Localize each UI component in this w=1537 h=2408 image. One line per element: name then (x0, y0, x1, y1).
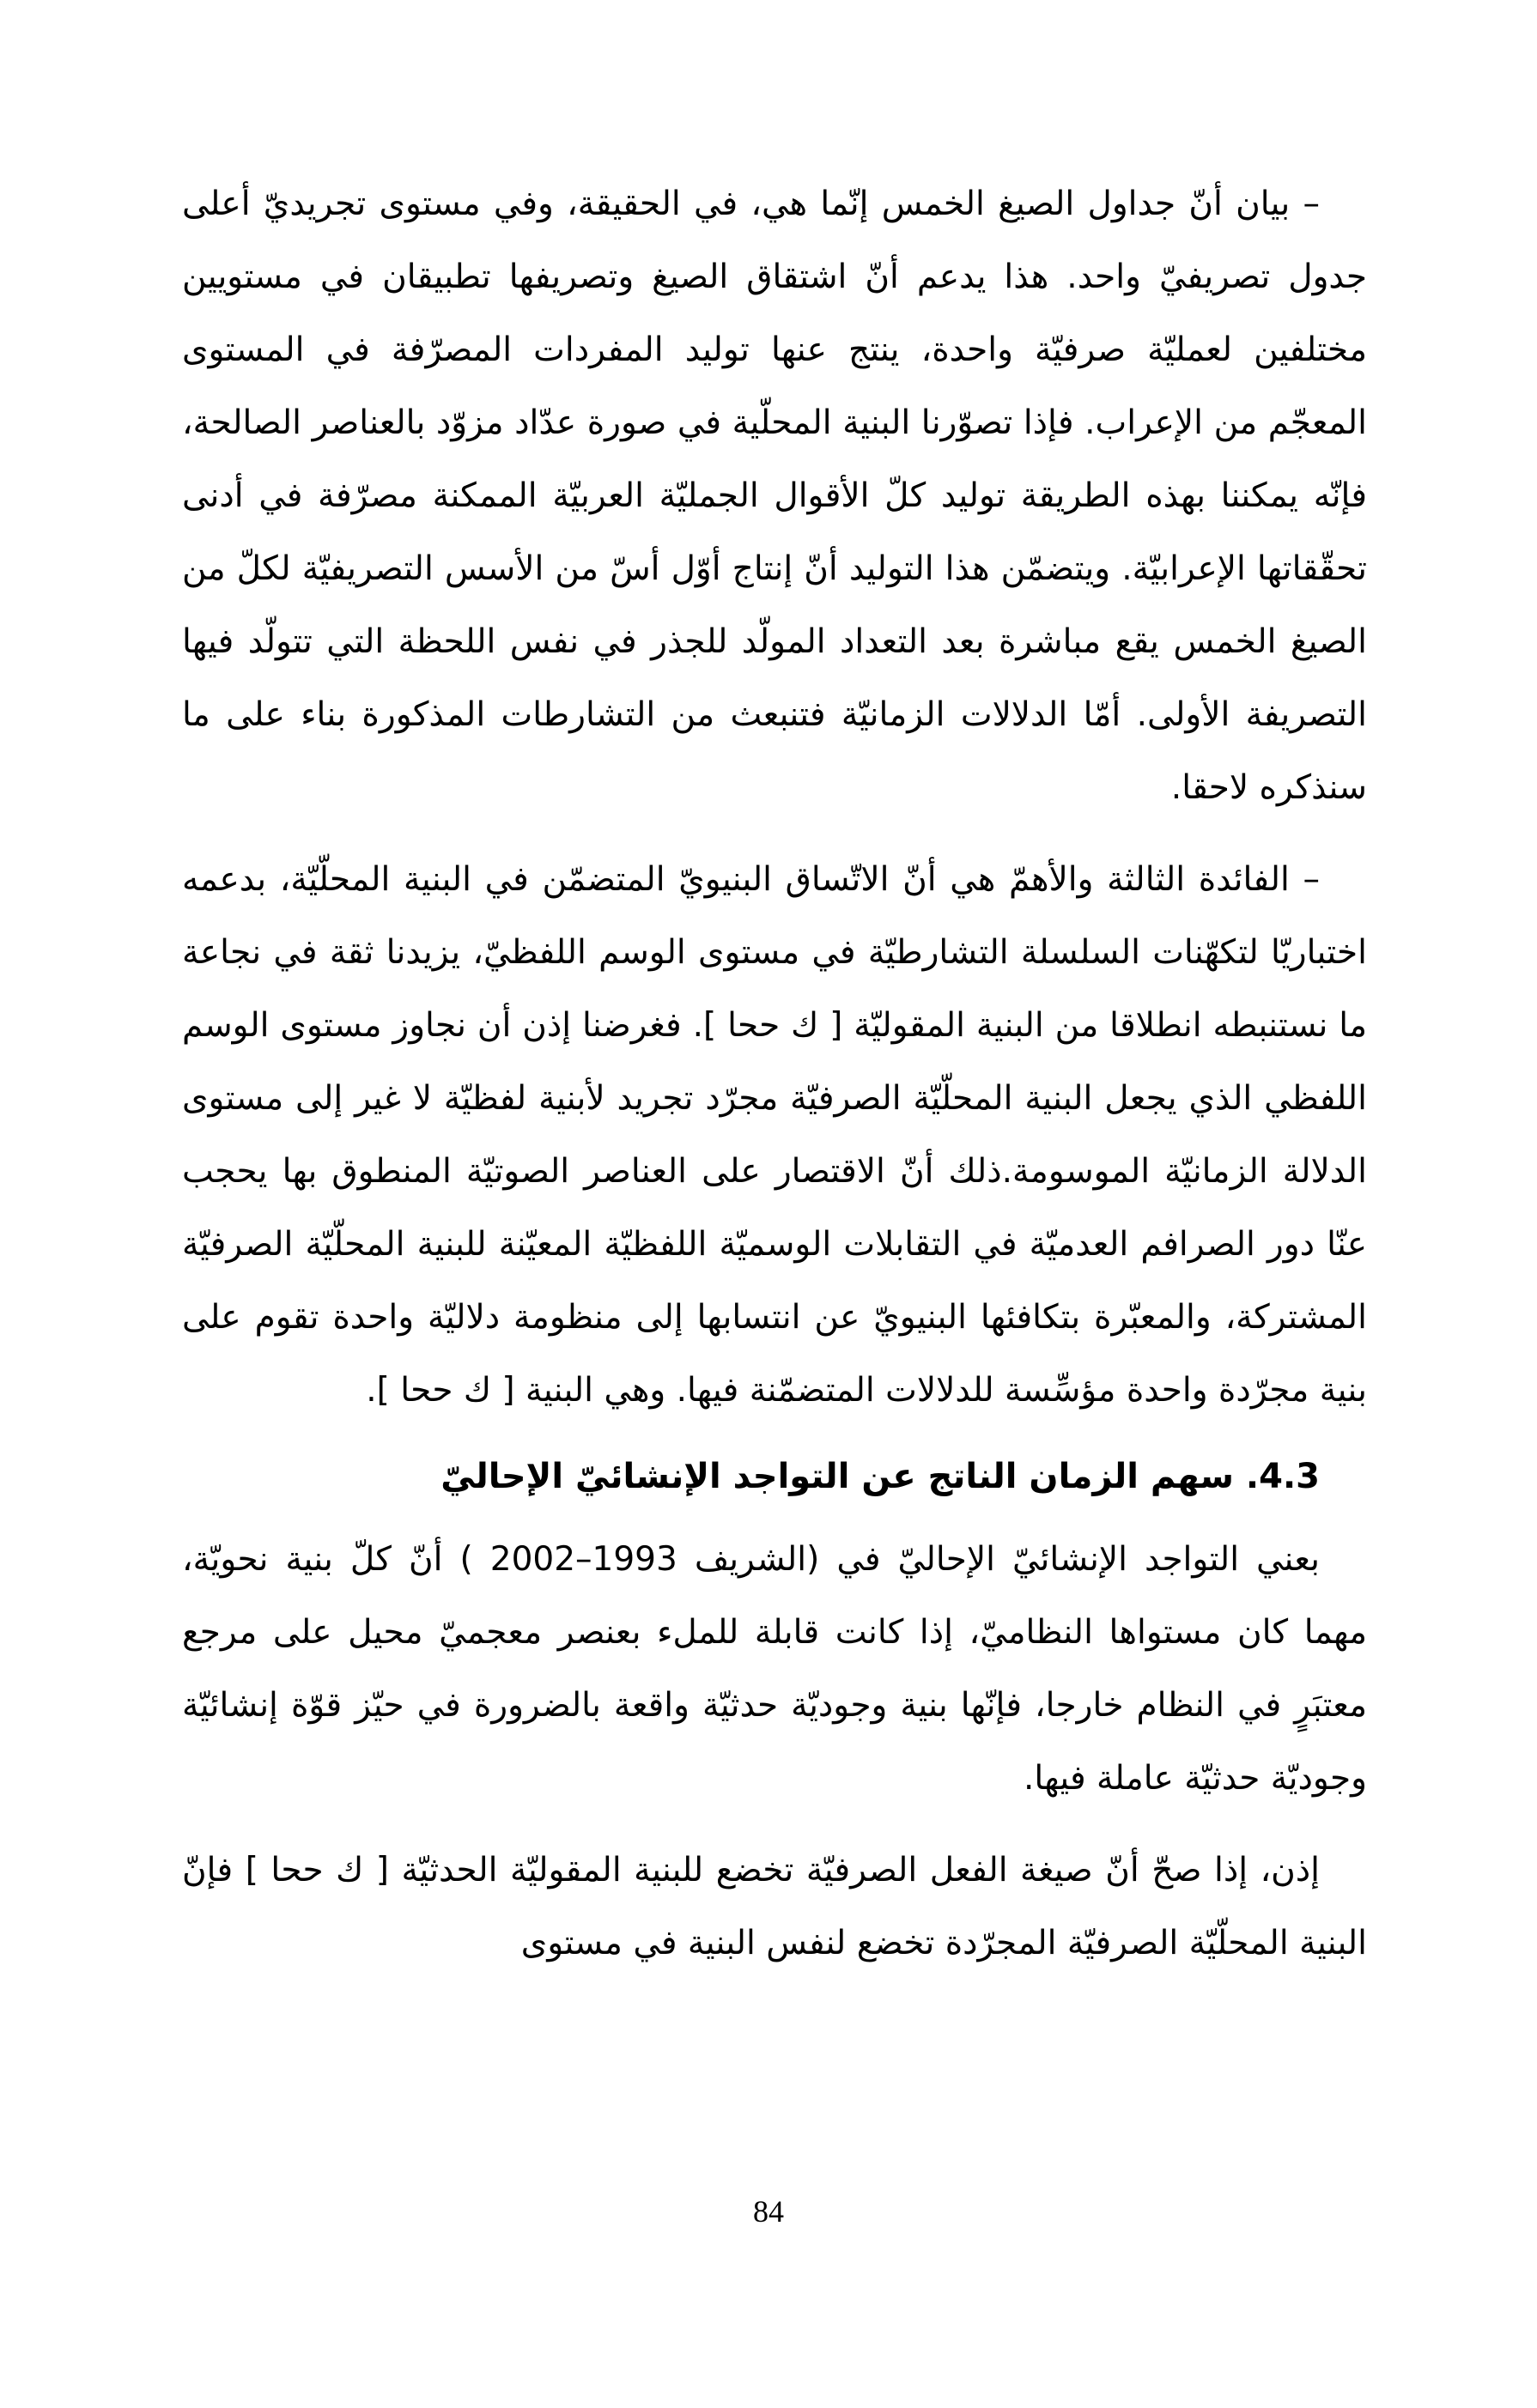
paragraph-1: – بيان أنّ جداول الصيغ الخمس إنّما هي، في الحقيقة، وفي مستوى تجريديّ أعلى جدول تصريفيّ واحد. هذا يدعم أنّ اشتقاق الصيغ وتصريفها تطبيقان في مستويين مختلفين لعمليّة صرفيّة واحدة، ينتج عنها توليد المفردات المصرّفة في المستوى المعجّم من الإعراب. فإذا تصوّرنا البنية المحلّية في صورة عدّاد مزوّد بالعناصر الصالحة، فإنّه يمكننا بهذه الطريقة توليد كلّ الأقوال الجمليّة العربيّة الممكنة مصرّفة في أدنى تحقّقاتها الإعرابيّة. ويتضمّن هذا التوليد أنّ إنتاج أوّل أسّ من الأسس التصريفيّة لكلّ من الصيغ الخمس يقع مباشرة بعد التعداد المولّد للجذر في نفس اللحظة التي تتولّد فيها التصريفة الأولى. أمّا الدلالات الزمانيّة فتنبعث من التشارطات المذكورة بناء على ما سنذكره لاحقا. (182, 185, 1367, 807)
paragraph-4: إذن، إذا صحّ أنّ صيغة الفعل الصرفيّة تخضع للبنية المقوليّة الحدثيّة [ ك ححا ] فإنّ البنية المحلّيّة الصرفيّة المجرّدة تخضع لنفس البنية في مستوى (182, 1851, 1367, 1962)
paragraph-2: – الفائدة الثالثة والأهمّ هي أنّ الاتّساق البنيويّ المتضمّن في البنية المحلّيّة، بدعمه اختباريّا لتكهّنات السلسلة التشارطيّة في مستوى الوسم اللفظيّ، يزيدنا ثقة في نجاعة ما نستنبطه انطلاقا من البنية المقوليّة [ ك ححا ]. فغرضنا إذن أن نجاوز مستوى الوسم اللفظي الذي يجعل البنية المحلّيّة الصرفيّة مجرّد تجريد لأبنية لفظيّة لا غير إلى مستوى الدلالة الزمانيّة الموسومة.ذلك أنّ الاقتصار على العناصر الصوتيّة المنطوق بها يحجب عنّا دور الصرافم العدميّة في التقابلات الوسميّة اللفظيّة المعيّنة للبنية المحلّيّة الصرفيّة المشتركة، والمعبّرة بتكافئها البنيويّ عن انتسابها إلى منظومة دلاليّة واحدة تقوم على بنية مجرّدة واحدة مؤسِّسة للدلالات المتضمّنة فيها. وهي البنية [ ك ححا ]. (182, 860, 1367, 1410)
page-number: 84 (753, 2194, 784, 2229)
section-heading: 4.3. سهم الزمان الناتج عن التواجد الإنشائيّ الإحاليّ (440, 1457, 1320, 1496)
body-text (182, 167, 1367, 1980)
paragraph-3: بعني التواجد الإنشائيّ الإحاليّ في (الشريف 1993–2002 ) أنّ كلّ بنية نحويّة، مهما كان مستواها النظاميّ، إذا كانت قابلة للملء بعنصر معجميّ محيل على مرجع معتبَرٍ في النظام خارجا، فإنّها بنية وجوديّة حدثيّة واقعة بالضرورة في حيّز قوّة إنشائيّة وجوديّة حدثيّة عاملة فيها. (182, 1540, 1367, 1798)
